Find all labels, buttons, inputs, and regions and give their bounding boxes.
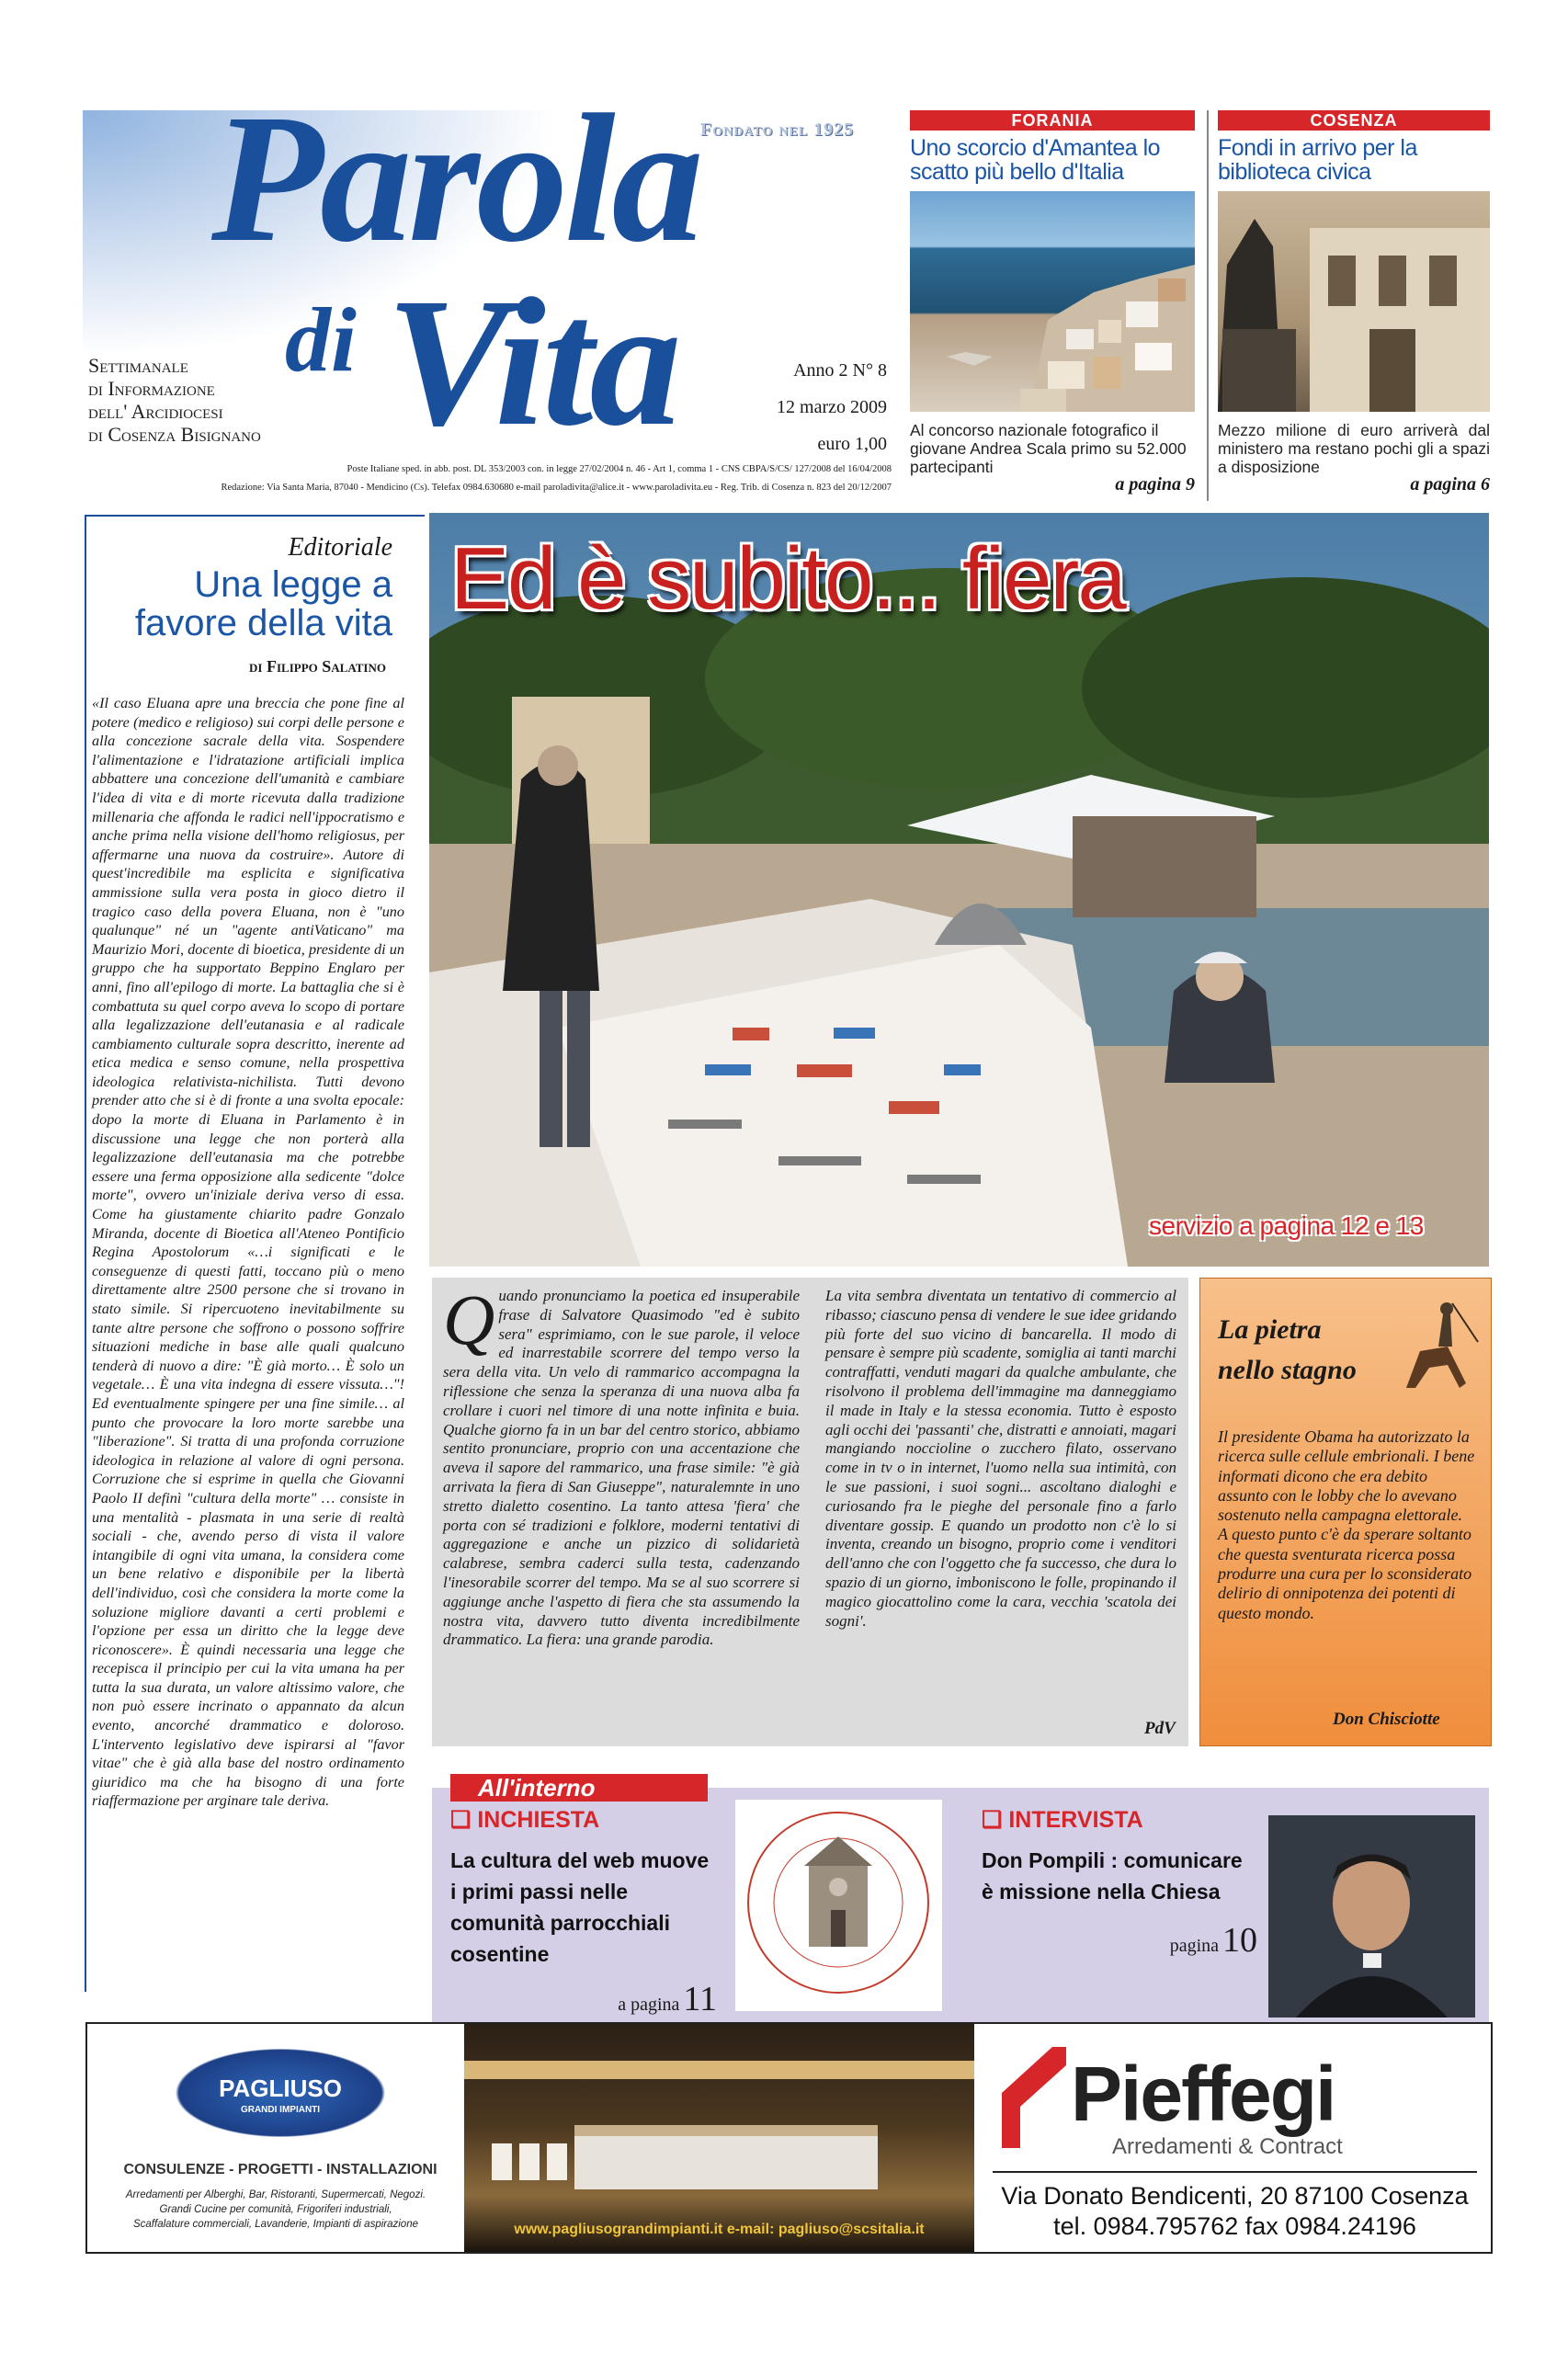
masthead-subtitle <box>88 354 261 446</box>
section-header: COSENZA <box>1218 110 1490 131</box>
subtitle-line: di Informazione <box>88 377 215 400</box>
founded-label: Fondato nel 1925 <box>700 119 855 140</box>
pagliuso-website[interactable]: www.pagliusograndimpianti.it e-mail: pagliuso@scsitalia.it <box>514 2222 925 2237</box>
top-box-cosenza[interactable] <box>1218 110 1490 495</box>
pieffegi-mark <box>1002 2047 1066 2148</box>
pietra-signature: Don Chisciotte <box>1333 1710 1440 1729</box>
top-box-title: Uno scorcio d'Amantea lo scatto più bello d'Italia <box>910 135 1161 185</box>
postal-info: Poste Italiane sped. in abb. post. DL 353/2003 con. in legge 27/02/2004 n. 46 - Art 1, comma 1 - CNS CBPA/S/CS/ 127/2008 del 16/04/2008 <box>347 464 892 474</box>
top-box-text: Mezzo milione di euro arriverà dal ministero ma restano pochi gli a spazi a disposizione <box>1218 421 1490 476</box>
inside-tab: All'interno <box>450 1774 708 1802</box>
top-box-title: Fondi in arrivo per la biblioteca civica <box>1218 135 1417 185</box>
checkbox-icon: ❑ <box>982 1807 1009 1833</box>
subtitle-line: Settimanale <box>88 354 188 377</box>
don-quixote-icon <box>1397 1296 1480 1397</box>
page-number: 10 <box>1222 1921 1257 1960</box>
page-prefix: pagina <box>1169 1936 1219 1956</box>
pieffegi-brand: Pieffegi <box>1071 2051 1335 2137</box>
section-label: INCHIESTA <box>477 1807 600 1833</box>
section-label: INTERVISTA <box>1008 1807 1143 1833</box>
pagliuso-brand: PAGLIUSO <box>219 2075 342 2102</box>
inchiesta-page-ref[interactable] <box>450 1979 717 2019</box>
pieffegi-phone: tel. 0984.795762 fax 0984.24196 <box>1053 2212 1416 2240</box>
inchiesta-label <box>450 1806 717 1834</box>
issue-number: Anno 2 N° 8 <box>793 360 887 381</box>
don-pompili-photo <box>1268 1815 1475 2018</box>
checkbox-icon: ❑ <box>450 1807 478 1833</box>
inside-intervista[interactable] <box>982 1806 1257 1961</box>
subtitle-line: dell' Arcidiocesi <box>88 400 223 423</box>
editorial-kicker: Editoriale <box>288 533 392 562</box>
issue-info <box>772 352 887 462</box>
library-photo-art <box>1218 191 1490 412</box>
amantea-photo-art <box>910 191 1195 412</box>
logo-parola: Parola <box>211 77 700 280</box>
logo-vita: Vita <box>386 261 678 464</box>
pagliuso-line: Scaffalature commerciali, Lavanderie, Impianti di aspirazione <box>132 2219 418 2230</box>
pagliuso-sub: GRANDI IMPIANTI <box>240 2105 321 2115</box>
pdv-column-2 <box>825 1287 1176 1631</box>
inchiesta-title: La cultura del web muove i primi passi nelle comunità parrocchiali cosentine <box>450 1848 710 1966</box>
pietra-title-line: La pietra <box>1218 1314 1322 1345</box>
issue-price: euro 1,00 <box>817 434 887 454</box>
amantea-photo <box>910 191 1195 412</box>
issue-date: 12 marzo 2009 <box>777 397 887 417</box>
logo-art <box>735 1800 942 2011</box>
drop-cap: Q <box>443 1279 495 1359</box>
inside-inchiesta[interactable] <box>450 1806 717 2019</box>
pdv-signature: PdV <box>1144 1719 1176 1738</box>
pdv-column-1 <box>443 1279 800 1650</box>
intervista-page-ref[interactable] <box>982 1920 1257 1961</box>
page-ref-link[interactable]: a pagina 9 <box>1115 474 1195 494</box>
comunicazioni-sociali-logo <box>735 1800 942 2011</box>
intervista-label <box>982 1806 1257 1834</box>
library-photo <box>1218 191 1490 412</box>
main-page-ref[interactable]: servizio a pagina 12 e 13 <box>1149 1211 1424 1240</box>
pieffegi-ad <box>974 2024 1491 2252</box>
pdv-col2-text: La vita sembra diventata un tentativo di commercio al ribasso; ciascuno pensa di vendere le sue idee gridando più forte del suo vicino di bancarella. Il modo di pensare è sempre più scadente, somiglia ai tanti marchi contraffatti, venduti magari da qualche ambulante, che risolvono il problema dell'immagine ma danneggiamo il made in Italy e la stessa economia. Tutto è esposto agli occhi dei 'passanti' che, distratti e annoiati, magari mangiando noccioline o zucchero filato, osservano come in tv o in internet, l'uomo nella sua intimità, con le sue passioni, i suoi sogni... ascoltano dialoghi e curiosando fra le pieghe del personale fino a farlo diventare gossip. E quando un prodotto non c'è lo si inventa, creando un bisogno, proprio come i venditori dell'anno che con l'oggetto che fa successo, che dura lo spazio di un giorno, imboniscono le folle, propinando il magico giocattolino come la cara, vecchia 'scatola dei sogni'. <box>825 1287 1176 1630</box>
editorial-body: «Il caso Eluana apre una breccia che pone fine al potere (medico e religioso) sui corpi delle persone e alla concezione sacrale della vita. Sospendere l'alimentazione e l'idratazione artificiali implica abbattere una concezione dell'umanità e cambiare l'idea di vita e di morte ricevuta dalla tradizione millenaria che affonda le radici nell'ippocratismo e anche prima nella visione dell'homo religiosus, per affermarne una nuova da costruire». Autore di quest'incredibile ma esplicita e significativa ammissione sulla vera posta in gioco dietro il tragico caso della povera Eluana, non è "uno qualunque" né un "agente antiVaticano" ma Maurizio Mori, docente di bioetica, presidente di un gruppo che ha supportato Beppino Englaro per anni, fino all'epilogo di morte. La battaglia che si è combattuta su quel corpo aveva lo scopo di portare alla legalizzazione dell'eutanasia e al radicale cambiamento culturale sopra descritto, inerente ad etica medica e senso comune, nella prospettiva ideologica relativista-nichilista. Tutti devono prender atto che si è di fronte a una svolta epocale: dopo la morte di Eluana in Parlamento è in discussione una legge che non porterà alla legalizzazione dell'eutanasia ma che potrebbe essere una ferma opposizione alla sedicente "dolce morte", ovvero un'iniziale deriva verso di essa. Come ha giustamente chiarito padre Gonzalo Miranda, docente di Bioetica all'Ateneo Pontificio Regina Apostolorum «…i significati e le conseguenze di questi fatti, toccano più o meno direttamente altre 2500 persone che si trovano in stato simile. Si ripercuoteno inevitabilmente su tante altre persone che soffrono o possono soffrire situazioni mediche in base alle quali qualcuno tenderà di nuovo a dire: "È già morto… È solo un vegetale… È una vita indegna di essere vissuta…"! Ed eventualmente spingere per una fine simile… al punto che provocare la loro morte sarebbe una "liberazione". Si tratta di una profonda corruzione ideologica in relazione al valore di ogni persona. Corruzione che si esprime in quella che Giovanni Paolo II definì "cultura della morte" … consiste in una mentalità - plasmata in una serie di realtà sociali - che, avendo perso di vista il valore intangibile di ogni vita umana, la considera come un bene relativo e disponibile per la libertà dell'individuo, così che considera la morte come la soluzione migliore davanti a certi problemi e l'opzione per essa un diritto che la legge deve riconoscere». È quindi necessaria una legge che recepisca il principio per cui la vita umana ha per tutta la sua durata, un valore altissimo valore, che non può essere incrinato o appannato da alcun evento, ancorché drammatico e doloroso. L'intervento legislativo deve ispirarsi al "favor vitae" che è già alla base del nostro ordinamento giuridico ma che ha bisogno di una forte riaffermazione per arginare tale deriva. <box>92 695 404 1810</box>
portrait-art <box>1268 1815 1475 2018</box>
showroom-photo <box>464 2024 974 2252</box>
advertisement[interactable] <box>85 2022 1493 2254</box>
main-headline[interactable]: Ed è subito... fiera <box>450 529 1125 628</box>
pieffegi-logo-icon <box>1002 2047 1066 2148</box>
editorial-title[interactable]: Una legge a favore della vita <box>134 564 392 643</box>
pagliuso-services: CONSULENZE - PROGETTI - INSTALLAZIONI <box>123 2162 437 2177</box>
editorial-office-info: Redazione: Via Santa Maria, 87040 - Mendicino (Cs). Telefax 0984.630680 e-mail paroladivita@alice.it - www.paroladivita.eu - Reg. Trib. di Cosenza n. 823 del 20/12/2007 <box>221 483 892 493</box>
page-prefix: a pagina <box>618 1995 680 2015</box>
logo-di: di <box>285 289 357 391</box>
don-quixote-art <box>1397 1296 1480 1397</box>
page-ref-link[interactable]: a pagina 6 <box>1410 474 1490 494</box>
subtitle-line: di Cosenza Bisignano <box>88 423 261 446</box>
pieffegi-sub: Arredamenti & Contract <box>1112 2134 1343 2159</box>
pagliuso-description <box>97 2188 455 2232</box>
showroom-art <box>464 2024 974 2252</box>
pietra-title <box>1218 1310 1357 1391</box>
column-divider <box>1207 110 1209 501</box>
editorial-author: di Filippo Salatino <box>249 657 386 676</box>
pdv-col1-text: uando pronunciamo la poetica ed insuperabile frase di Salvatore Quasimodo "ed è subito sera" esprimiamo, con le sue parole, il veloce ed inarrestabile scorrere del tempo verso la sera della vita. Un velo di rammarico accompagna la riflessione che senza la speranza di una nuova alba fa crollare i cuori nel timore di una notte infinita e buia. Qualche giorno fa in un bar del centro storico, abbiamo sentito pronunciare, proprio con una accentazione che aveva il sapore del rammarico, una frase simile: "è già arrivata la fiera di San Giuseppe", naturalemnte in uno stretto dialetto cosentino. La tanto attesa 'fiera' che porta con sé tradizioni e folklore, moderni tentativi di aggregazione e anche un pizzico di solidarietà calabrese, sembra caderci sulla testa, cadenzando l'inesorabile scorrer del tempo. Ma se al suo scorrere si aggiunge anche l'aspetto di fiera che sta assumendo la nostra vita, davvero tutto diventa incredibilmente drammatico. La fiera: una grande parodia. <box>443 1287 800 1649</box>
section-header: FORANIA <box>910 110 1195 131</box>
pietra-body: Il presidente Obama ha autorizzato la ricerca sulle cellule embrionali. I bene informati dicono che era debito assunto con le lobby che lo avevano sostenuto nella campagna elettorale. A questo punto c'è da sperare soltanto che questa sventurata ricerca possa produrre una cura per lo sconsiderato delirio di onnipotenza dei potenti di questo mondo. <box>1218 1427 1475 1622</box>
top-box-text: Al concorso nazionale fotografico il giovane Andrea Scala primo su 52.000 partecipanti <box>910 421 1187 476</box>
top-box-forania[interactable] <box>910 110 1195 495</box>
pieffegi-address: Via Donato Bendicenti, 20 87100 Cosenza <box>1001 2182 1469 2210</box>
divider <box>993 2171 1477 2173</box>
pagliuso-ad <box>87 2024 464 2252</box>
pagliuso-line: Arredamenti per Alberghi, Bar, Ristoranti, Supermercati, Negozi. <box>125 2189 426 2200</box>
intervista-title: Don Pompili : comunicare è missione nella Chiesa <box>982 1848 1243 1904</box>
page-number: 11 <box>683 1980 717 2018</box>
pagliuso-line: Grandi Cucine per comunità, Frigoriferi industriali, <box>159 2204 392 2215</box>
pietra-title-line: nello stagno <box>1218 1355 1357 1385</box>
